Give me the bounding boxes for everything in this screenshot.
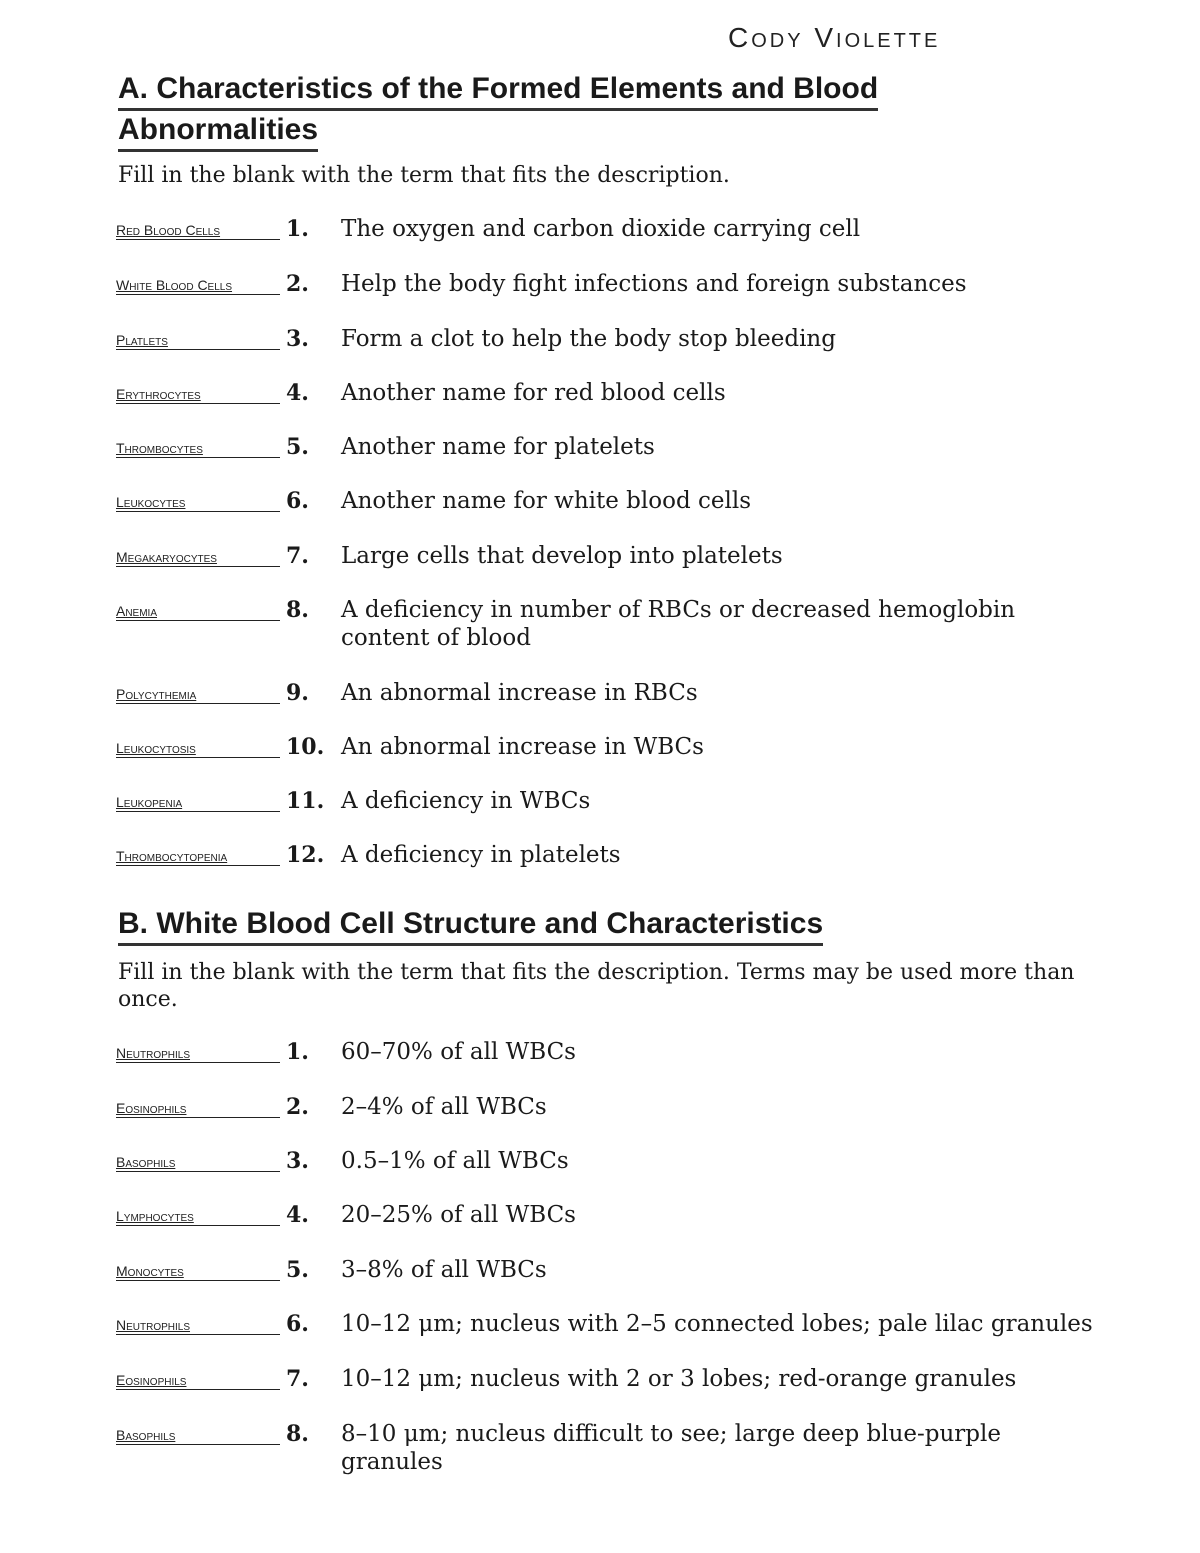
question-number: 1. — [286, 1039, 309, 1065]
question-description: Another name for red blood cells — [341, 380, 726, 406]
question-description: 0.5–1% of all WBCs — [341, 1148, 569, 1174]
answer-blank[interactable]: Thrombocytes — [116, 439, 280, 458]
question-description: A deficiency in platelets — [341, 842, 621, 868]
question-number: 5. — [286, 1257, 309, 1283]
question-description: Another name for platelets — [341, 434, 655, 460]
question-number: 2. — [286, 271, 309, 297]
answer-blank[interactable]: Red Blood Cells — [116, 221, 280, 240]
question-description: The oxygen and carbon dioxide carrying cell — [341, 216, 861, 242]
question-number: 8. — [286, 597, 309, 623]
section-a-title — [118, 70, 878, 152]
question-number: 9. — [286, 680, 309, 706]
section-b-instructions: Fill in the blank with the term that fits the description. Terms may be used more than once. — [118, 960, 1075, 1012]
answer-blank[interactable]: Basophils — [116, 1426, 280, 1445]
question-number: 7. — [286, 543, 309, 569]
answer-blank[interactable]: Eosinophils — [116, 1099, 280, 1118]
question-number: 4. — [286, 1202, 309, 1228]
question-number: 5. — [286, 434, 309, 460]
question-description: 20–25% of all WBCs — [341, 1202, 576, 1228]
question-number: 11. — [286, 788, 325, 814]
answer-blank[interactable]: Thrombocytopenia — [116, 847, 280, 866]
question-description: An abnormal increase in RBCs — [341, 680, 698, 706]
question-description: Large cells that develop into platelets — [341, 543, 783, 569]
answer-blank[interactable]: Megakaryocytes — [116, 548, 280, 567]
question-number: 4. — [286, 380, 309, 406]
question-description: 2–4% of all WBCs — [341, 1094, 547, 1120]
answer-blank[interactable]: Leukocytosis — [116, 739, 280, 758]
question-description: A deficiency in number of RBCs or decreased hemoglobin content of blood — [341, 597, 1016, 651]
section-b-title — [118, 905, 823, 946]
question-number: 6. — [286, 1311, 309, 1337]
answer-blank[interactable]: White Blood Cells — [116, 276, 280, 295]
student-name: Cody Violette — [728, 22, 941, 53]
answer-blank[interactable]: Platlets — [116, 331, 280, 350]
question-number: 8. — [286, 1421, 309, 1447]
question-number: 3. — [286, 326, 309, 352]
question-number: 7. — [286, 1366, 309, 1392]
answer-blank[interactable]: Erythrocytes — [116, 385, 280, 404]
answer-blank[interactable]: Polycythemia — [116, 685, 280, 704]
answer-blank[interactable]: Monocytes — [116, 1262, 280, 1281]
question-description: 3–8% of all WBCs — [341, 1257, 547, 1283]
answer-blank[interactable]: Leukopenia — [116, 793, 280, 812]
section-a-instructions: Fill in the blank with the term that fits the description. — [118, 163, 730, 188]
answer-blank[interactable]: Neutrophils — [116, 1316, 280, 1335]
question-description: 60–70% of all WBCs — [341, 1039, 576, 1065]
question-number: 10. — [286, 734, 325, 760]
answer-blank[interactable]: Lymphocytes — [116, 1207, 280, 1226]
question-description: 10–12 μm; nucleus with 2 or 3 lobes; red-orange granules — [341, 1366, 1017, 1392]
answer-blank[interactable]: Neutrophils — [116, 1044, 280, 1063]
answer-blank[interactable]: Leukocytes — [116, 493, 280, 512]
answer-blank[interactable]: Eosinophils — [116, 1371, 280, 1390]
section-b-title-line: B. White Blood Cell Structure and Characteristics — [118, 905, 823, 946]
answer-blank[interactable]: Basophils — [116, 1153, 280, 1172]
question-number: 3. — [286, 1148, 309, 1174]
question-number: 1. — [286, 216, 309, 242]
question-description: Form a clot to help the body stop bleeding — [341, 326, 836, 352]
question-description: A deficiency in WBCs — [341, 788, 591, 814]
question-description: Another name for white blood cells — [341, 488, 752, 514]
answer-blank[interactable]: Anemia — [116, 602, 280, 621]
section-a-title-line2: Abnormalities — [118, 111, 318, 152]
question-number: 12. — [286, 842, 325, 868]
question-description: 10–12 μm; nucleus with 2–5 connected lobes; pale lilac granules — [341, 1311, 1093, 1337]
question-description: Help the body fight infections and foreign substances — [341, 271, 967, 297]
question-description: 8–10 μm; nucleus difficult to see; large deep blue-purple granules — [341, 1421, 1001, 1475]
section-a-title-line1: A. Characteristics of the Formed Elements and Blood — [118, 70, 878, 111]
question-number: 6. — [286, 488, 309, 514]
question-number: 2. — [286, 1094, 309, 1120]
question-description: An abnormal increase in WBCs — [341, 734, 704, 760]
